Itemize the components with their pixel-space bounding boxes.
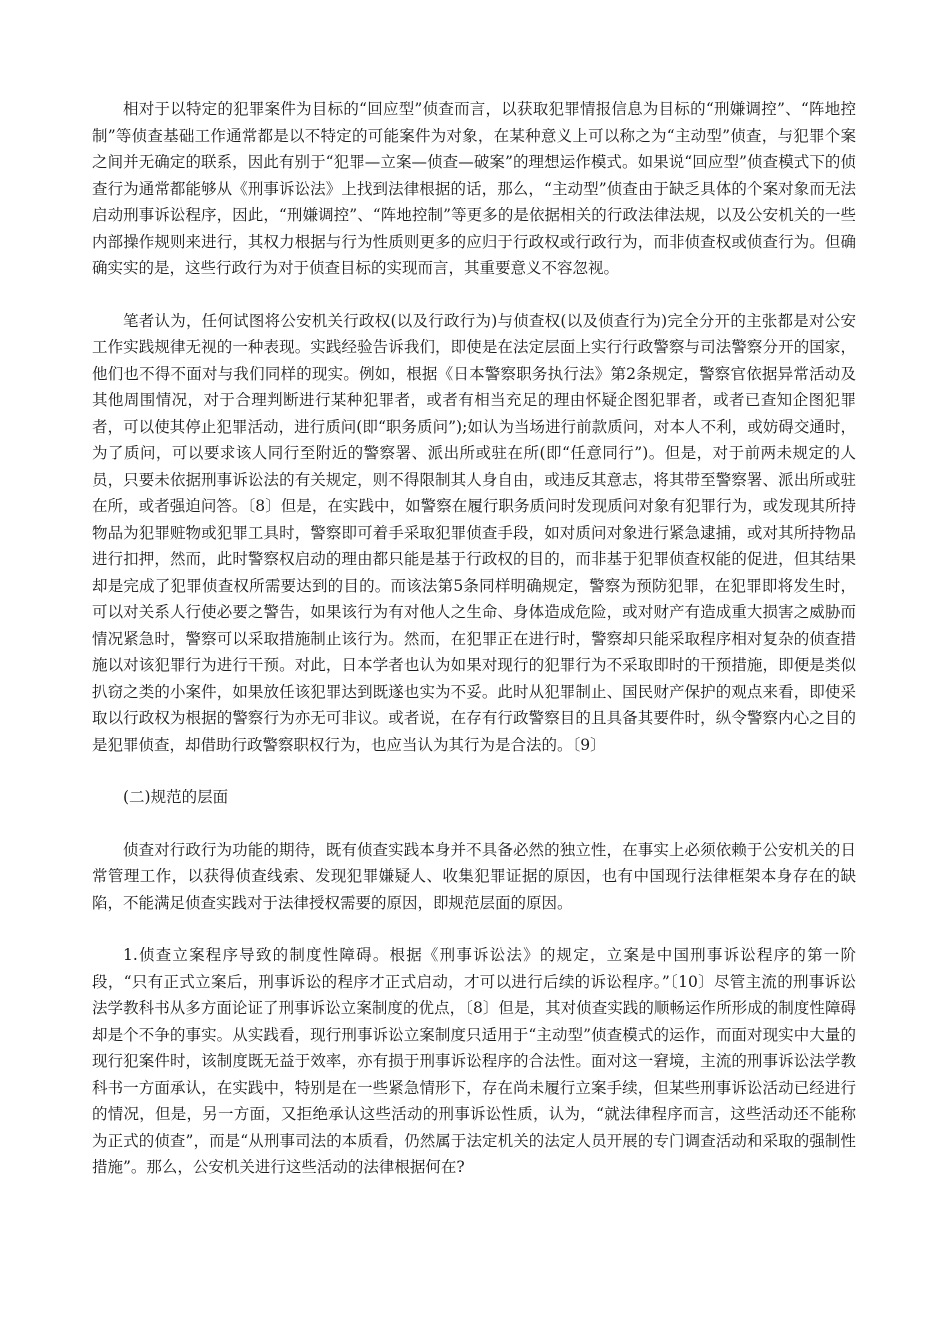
section-heading: (二)规范的层面 [123, 788, 229, 806]
document-body [92, 96, 856, 1207]
paragraph: 相对于以特定的犯罪案件为目标的“回应型”侦查而言，以获取犯罪情报信息为目标的“刑嫌调控”、“阵地控制”等侦查基础工作通常都是以不特定的可能案件为对象，在某种意义上可以称之为“主动型”侦查，与犯罪个案之间并无确定的联系，因此有别于“犯罪—立案—侦查—破案”的理想运作模式。如果说“回应型”侦查模式下的侦查行为通常都能够从《刑事诉讼法》上找到法律根据的话，那么，“主动型”侦查由于缺乏具体的个案对象而无法启动刑事诉讼程序，因此，“刑嫌调控”、“阵地控制”等更多的是依据相关的行政法律法规，以及公安机关的一些内部操作规则来进行，其权力根据与行为性质则更多的应归于行政权或行政行为，而非侦查权或侦查行为。但确确实实的是，这些行政行为对于侦查目标的实现而言，其重要意义不容忽视。 [92, 100, 856, 277]
paragraph: 1.侦查立案程序导致的制度性障碍。根据《刑事诉讼法》的规定，立案是中国刑事诉讼程序的第一阶段，“只有正式立案后，刑事诉讼的程序才正式启动，才可以进行后续的诉讼程序。”〔10〕尽管主流的刑事诉讼法学教科书从多方面论证了刑事诉讼立案制度的优点，〔8〕但是，其对侦查实践的顺畅运作所形成的制度性障碍却是个不争的事实。从实践看，现行刑事诉讼立案制度只适用于“主动型”侦查模式的运作，而面对现实中大量的现行犯案件时，该制度既无益于效率，亦有损于刑事诉讼程序的合法性。面对这一窘境，主流的刑事诉讼法学教科书一方面承认，在实践中，特别是在一些紧急情形下，存在尚未履行立案手续，但某些刑事诉讼活动已经进行的情况，但是，另一方面，又拒绝承认这些活动的刑事诉讼性质，认为，“就法律程序而言，这些活动还不能称为正式的侦查”，而是“从刑事司法的本质看，仍然属于法定机关的法定人员开展的专门调查活动和采取的强制性措施”。那么，公安机关进行这些活动的法律根据何在? [92, 946, 856, 1176]
paragraph: 侦查对行政行为功能的期待，既有侦查实践本身并不具备必然的独立性，在事实上必须依赖于公安机关的日常管理工作，以获得侦查线索、发现犯罪嫌疑人、收集犯罪证据的原因，也有中国现行法律框架本身存在的缺陷，不能满足侦查实践对于法律授权需要的原因，即规范层面的原因。 [92, 840, 856, 912]
paragraph: 笔者认为，任何试图将公安机关行政权(以及行政行为)与侦查权(以及侦查行为)完全分开的主张都是对公安工作实践规律无视的一种表现。实践经验告诉我们，即使是在法定层面上实行行政警察与司法警察分开的国家，他们也不得不面对与我们同样的现实。例如，根据《日本警察职务执行法》第2条规定，警察官依据异常活动及其他周围情况，对于合理判断进行某种犯罪者，或者有相当充足的理由怀疑企图犯罪者，或者已查知企图犯罪者，可以使其停止犯罪活动，进行质问(即“职务质问”);如认为当场进行前款质问，对本人不利，或妨碍交通时，为了质问，可以要求该人同行至附近的警察署、派出所或驻在所(即“任意同行”)。但是，对于前两未规定的人员，只要未依据刑事诉讼法的有关规定，则不得限制其人身自由，或违反其意志，将其带至警察署、派出所或驻在所，或者强迫问答。〔8〕但是，在实践中，如警察在履行职务质问时发现质问对象有犯罪行为，或发现其所持物品为犯罪赃物或犯罪工具时，警察即可着手采取犯罪侦查手段，如对质问对象进行紧急逮捕，或对其所持物品进行扣押，然而，此时警察权启动的理由都只能是基于行政权的目的，而非基于犯罪侦查权能的促进，但其结果却是完成了犯罪侦查权所需要达到的目的。而该法第5条同样明确规定，警察为预防犯罪，在犯罪即将发生时，可以对关系人行使必要之警告，如果该行为有对他人之生命、身体造成危险，或对财产有造成重大损害之威胁而情况紧急时，警察可以采取措施制止该行为。然而，在犯罪正在进行时，警察却只能采取程序相对复杂的侦查措施以对该犯罪行为进行干预。对此，日本学者也认为如果对现行的犯罪行为不采取即时的干预措施，即便是类似扒窃之类的小案件，如果放任该犯罪达到既遂也实为不妥。此时从犯罪制止、国民财产保护的观点来看，即使采取以行政权为根据的警察行为亦无可非议。或者说，在存有行政警察目的且具备其要件时，纵令警察内心之目的是犯罪侦查，却借助行政警察职权行为，也应当认为其行为是合法的。〔9〕 [92, 311, 856, 754]
